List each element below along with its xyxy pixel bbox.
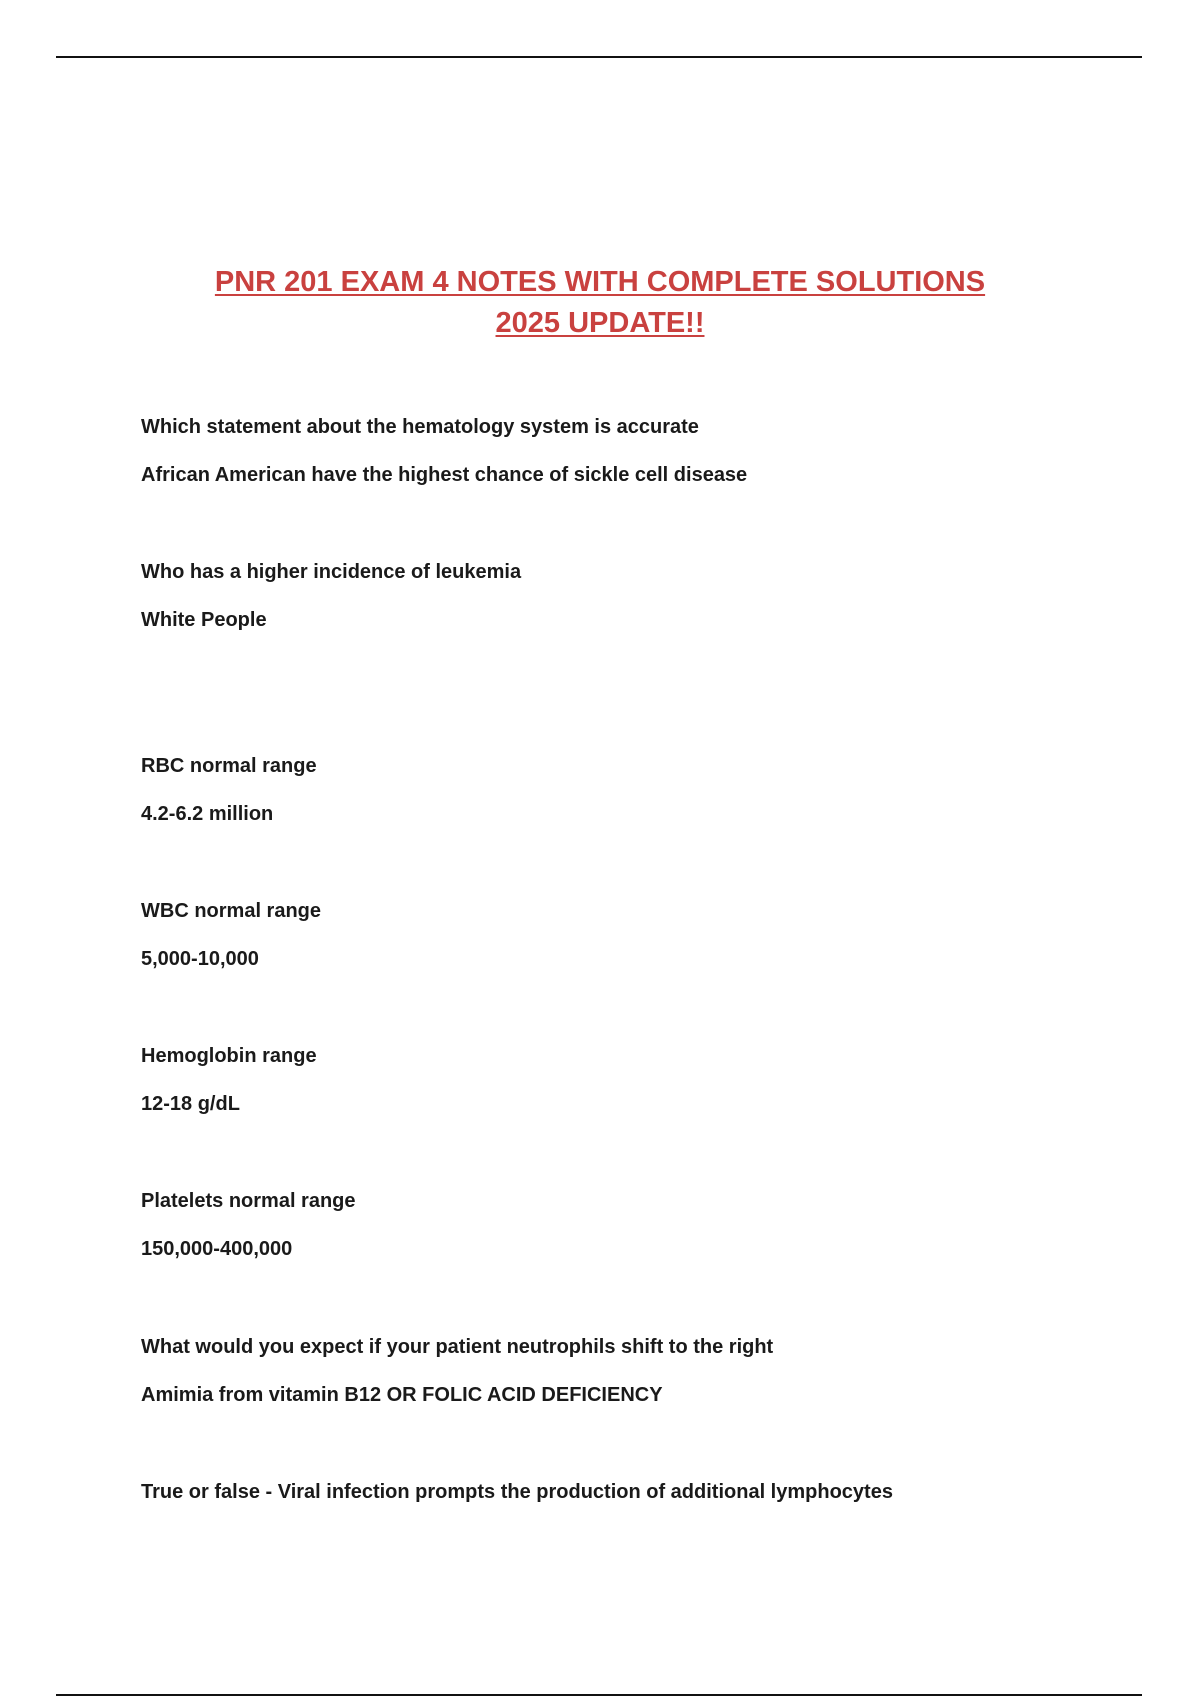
question-text: Who has a higher incidence of leukemia: [141, 561, 522, 583]
answer-text: 4.2-6.2 million: [141, 803, 274, 825]
question-text: Which statement about the hematology system is accurate: [141, 416, 699, 438]
answer-text: 12-18 g/dL: [141, 1093, 240, 1115]
top-rule: [56, 56, 1142, 58]
question-text: True or false - Viral infection prompts the production of additional lymphocytes: [141, 1481, 893, 1503]
question-text: Platelets normal range: [141, 1190, 356, 1212]
answer-text: White People: [141, 609, 267, 631]
answer-text: 150,000-400,000: [141, 1238, 293, 1260]
answer-text: 5,000-10,000: [141, 948, 259, 970]
document-title: [0, 262, 1200, 344]
question-text: WBC normal range: [141, 900, 322, 922]
answer-text: African American have the highest chance of sickle cell disease: [141, 464, 748, 486]
question-text: Hemoglobin range: [141, 1045, 317, 1067]
title-line-2: 2025 UPDATE!!: [495, 307, 705, 339]
title-line-1: PNR 201 EXAM 4 NOTES WITH COMPLETE SOLUTIONS: [214, 266, 986, 298]
question-text: What would you expect if your patient neutrophils shift to the right: [141, 1336, 774, 1358]
answer-text: Amimia from vitamin B12 OR FOLIC ACID DEFICIENCY: [141, 1384, 663, 1406]
bottom-rule: [56, 1694, 1142, 1696]
question-text: RBC normal range: [141, 755, 317, 777]
